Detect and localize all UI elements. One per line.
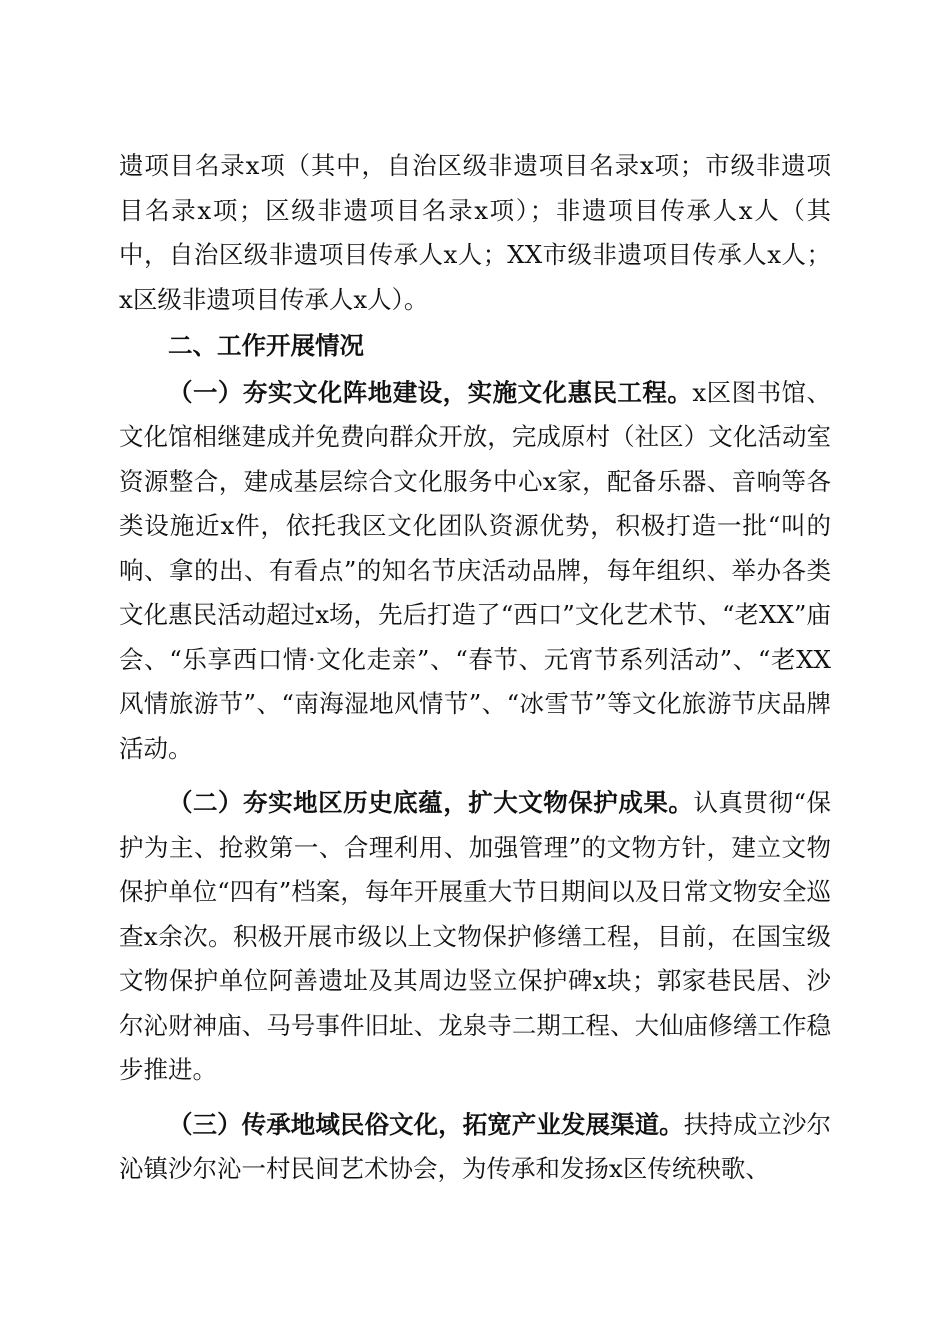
paragraph-1-body: x区图书馆、文化馆相继建成并免费向群众开放，完成原村（社区）文化活动室资源整合，建成基层综合文化服务中心x家，配备乐器、音响等各类设施近x件，依托我区文化团队资源优势，积极打造一批“叫的响、拿的出、有看点”的知名节庆活动品牌，每年组织、举办各类文化惠民活动超过x场，先后打造了“西口”文化艺术节、“老XX”庙会、“乐享西口情·文化走亲”、“春节、元宵节系列活动”、“老XX风情旅游节”、“南海湿地风情节”、“冰雪节”等文化旅游节庆品牌活动。 [119, 377, 832, 763]
section-heading: 二、工作开展情况 [168, 331, 364, 360]
paragraph-gap [119, 1093, 831, 1103]
paragraph-1 [119, 371, 831, 772]
paragraph-2 [119, 781, 831, 1093]
paragraph-gap [119, 771, 831, 781]
paragraph-3-body: 扶持成立沙尔沁镇沙尔沁一村民间艺术协会，为传承和发扬x区传统秧歌、 [119, 1109, 832, 1183]
paragraph-3-heading: （三）传承地域民俗文化，拓宽产业发展渠道。 [168, 1109, 684, 1139]
document-body [119, 144, 831, 1192]
intro-paragraph: 遗项目名录x项（其中，自治区级非遗项目名录x项；市级非遗项目名录x项；区级非遗项目名录x项）；非遗项目传承人x人（其中，自治区级非遗项目传承人x人；XX市级非遗项目传承人x人；x区级非遗项目传承人x人）。 [119, 151, 831, 314]
paragraph-1-heading: （一）夯实文化阵地建设，实施文化惠民工程。 [168, 377, 693, 407]
paragraph-2-heading: （二）夯实地区历史底蕴，扩大文物保护成果。 [168, 788, 694, 817]
paragraph-2-body: 认真贯彻“保护为主、抢救第一、合理利用、加强管理”的文物方针，建立文物保护单位“四有”档案，每年开展重大节日期间以及日常文物安全巡查x余次。积极开展市级以上文物保护修缮工程，目前，在国宝级文物保护单位阿善遗址及其周边竖立保护碑x块；郭家巷民居、沙尔沁财神庙、马号事件旧址、龙泉寺二期工程、大仙庙修缮工作稳步推进。 [119, 788, 832, 1084]
paragraph-3 [119, 1103, 831, 1192]
